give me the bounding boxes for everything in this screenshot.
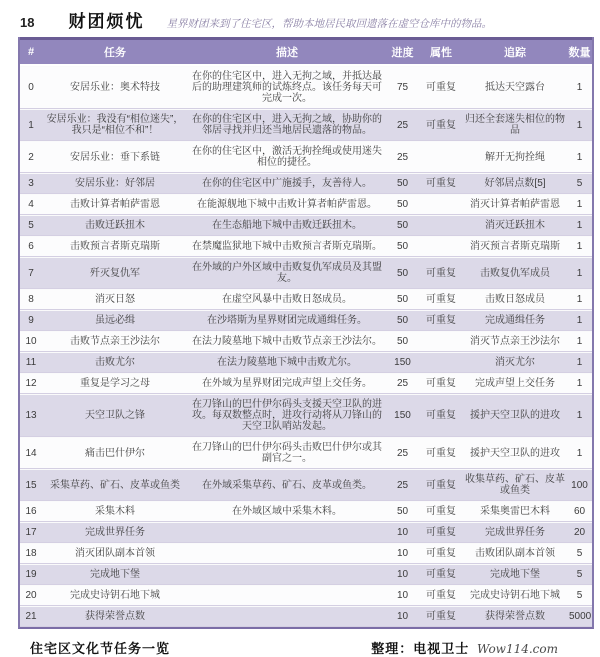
table-row — [20, 437, 592, 469]
cell-progress: 10 — [386, 564, 419, 585]
cell-task: 采集草药、矿石、皮革或鱼类 — [42, 469, 188, 501]
cell-tracking: 击败团队副本首领 — [463, 543, 567, 564]
column-header-task: 任务 — [42, 37, 188, 66]
cell-description: 在你的住宅区中，进入无拘之域，并抵达最后的助理建筑师的试炼终点。该任务每天可完成一次。 — [188, 66, 386, 109]
cell-quantity: 1 — [567, 257, 592, 289]
column-header-index: # — [20, 37, 42, 66]
cell-description: 在虚空风暴中击败日怒成员。 — [188, 289, 386, 310]
cell-quantity: 5000 — [567, 606, 592, 627]
cell-task: 安居乐业：好邻居 — [42, 173, 188, 194]
cell-quantity: 100 — [567, 469, 592, 501]
column-header-quantity: 数量 — [567, 37, 592, 66]
cell-index: 21 — [20, 606, 42, 627]
cell-quantity: 1 — [567, 437, 592, 469]
table-row — [20, 257, 592, 289]
table-row — [20, 543, 592, 564]
cell-attribute: 可重复 — [419, 109, 463, 141]
cell-task: 重复是学习之母 — [42, 373, 188, 394]
cell-quantity: 1 — [567, 141, 592, 173]
footer-credit — [371, 638, 558, 657]
table-row — [20, 141, 592, 173]
cell-task: 采集木料 — [42, 501, 188, 522]
cell-description: 在刀锋山的巴什伊尔码头支援天空卫队的进攻。每双数整点时，进攻行动将从刀锋山的天空卫队哨站发起。 — [188, 394, 386, 437]
cell-attribute: 可重复 — [419, 564, 463, 585]
cell-index: 15 — [20, 469, 42, 501]
cell-quantity: 5 — [567, 585, 592, 606]
cell-progress: 75 — [386, 66, 419, 109]
section-number: 18 — [20, 15, 35, 30]
cell-index: 20 — [20, 585, 42, 606]
table-row — [20, 109, 592, 141]
table-row — [20, 215, 592, 236]
cell-attribute: 可重复 — [419, 173, 463, 194]
cell-quantity: 5 — [567, 564, 592, 585]
table-header — [20, 37, 592, 66]
cell-index: 3 — [20, 173, 42, 194]
cell-tracking: 抵达天空露台 — [463, 66, 567, 109]
cell-progress: 150 — [386, 394, 419, 437]
footer-caption: 住宅区文化节任务一览 — [30, 641, 171, 656]
cell-task: 击败尤尔 — [42, 352, 188, 373]
cell-progress: 50 — [386, 257, 419, 289]
cell-description — [188, 543, 386, 564]
cell-progress: 50 — [386, 310, 419, 331]
cell-attribute — [419, 331, 463, 352]
table-row — [20, 331, 592, 352]
cell-index: 5 — [20, 215, 42, 236]
cell-attribute — [419, 141, 463, 173]
cell-quantity: 1 — [567, 394, 592, 437]
task-table — [18, 37, 594, 629]
cell-task: 虽远必缉 — [42, 310, 188, 331]
cell-index: 16 — [20, 501, 42, 522]
cell-task: 完成世界任务 — [42, 522, 188, 543]
cell-attribute — [419, 215, 463, 236]
cell-task: 消灭团队副本首领 — [42, 543, 188, 564]
cell-progress: 50 — [386, 194, 419, 215]
cell-tracking: 采集奥雷巴木料 — [463, 501, 567, 522]
cell-tracking: 消灭预言者斯克瑞斯 — [463, 236, 567, 257]
cell-attribute: 可重复 — [419, 310, 463, 331]
cell-index: 2 — [20, 141, 42, 173]
cell-description: 在你的住宅区中广施援手，友善待人。 — [188, 173, 386, 194]
cell-progress: 25 — [386, 437, 419, 469]
cell-progress: 50 — [386, 173, 419, 194]
table-row — [20, 194, 592, 215]
credit-label: 整理：电视卫士 — [371, 641, 470, 656]
cell-tracking: 完成世界任务 — [463, 522, 567, 543]
table-row — [20, 289, 592, 310]
cell-tracking: 完成声望上交任务 — [463, 373, 567, 394]
cell-progress: 50 — [386, 236, 419, 257]
cell-tracking: 击败复仇军成员 — [463, 257, 567, 289]
cell-progress: 25 — [386, 469, 419, 501]
cell-description — [188, 522, 386, 543]
page-title: 财团烦忧 — [68, 12, 145, 31]
table-row — [20, 373, 592, 394]
cell-progress: 50 — [386, 289, 419, 310]
cell-quantity: 1 — [567, 289, 592, 310]
cell-task: 完成史诗钥石地下城 — [42, 585, 188, 606]
cell-quantity: 1 — [567, 215, 592, 236]
cell-attribute: 可重复 — [419, 394, 463, 437]
cell-progress: 10 — [386, 522, 419, 543]
cell-task: 安居乐业：垂下系链 — [42, 141, 188, 173]
cell-tracking: 消灭计算者帕萨雷恩 — [463, 194, 567, 215]
cell-index: 11 — [20, 352, 42, 373]
cell-quantity: 1 — [567, 352, 592, 373]
cell-progress: 25 — [386, 109, 419, 141]
cell-index: 12 — [20, 373, 42, 394]
cell-progress: 10 — [386, 606, 419, 627]
cell-index: 18 — [20, 543, 42, 564]
table-row — [20, 310, 592, 331]
cell-description — [188, 564, 386, 585]
cell-index: 7 — [20, 257, 42, 289]
cell-task: 痛击巴什伊尔 — [42, 437, 188, 469]
credit-site: Wow114.com — [476, 642, 558, 656]
cell-progress: 150 — [386, 352, 419, 373]
cell-task: 歼灭复仇军 — [42, 257, 188, 289]
table-row — [20, 394, 592, 437]
cell-tracking: 完成地下堡 — [463, 564, 567, 585]
cell-attribute — [419, 352, 463, 373]
cell-tracking: 完成通缉任务 — [463, 310, 567, 331]
table-row — [20, 66, 592, 109]
cell-index: 19 — [20, 564, 42, 585]
table-row — [20, 173, 592, 194]
cell-index: 9 — [20, 310, 42, 331]
cell-attribute — [419, 194, 463, 215]
table-row — [20, 352, 592, 373]
cell-description: 在生态船地下城中击败迁跃扭木。 — [188, 215, 386, 236]
cell-attribute: 可重复 — [419, 501, 463, 522]
cell-tracking: 归还全套迷失相位的物品 — [463, 109, 567, 141]
cell-tracking: 击败日怒成员 — [463, 289, 567, 310]
cell-quantity: 1 — [567, 194, 592, 215]
table-row — [20, 522, 592, 543]
cell-task: 击败迁跃扭木 — [42, 215, 188, 236]
cell-quantity: 1 — [567, 109, 592, 141]
cell-attribute: 可重复 — [419, 257, 463, 289]
cell-index: 1 — [20, 109, 42, 141]
cell-attribute: 可重复 — [419, 289, 463, 310]
cell-progress: 50 — [386, 215, 419, 236]
cell-description: 在外域的户外区域中击败复仇军成员及其盟友。 — [188, 257, 386, 289]
cell-description: 在法力陵墓地下城中击败尤尔。 — [188, 352, 386, 373]
cell-task: 消灭日怒 — [42, 289, 188, 310]
cell-description: 在刀锋山的巴什伊尔码头击败巴什伊尔或其副官之一。 — [188, 437, 386, 469]
cell-attribute: 可重复 — [419, 585, 463, 606]
task-table-body — [20, 66, 592, 627]
table-row — [20, 606, 592, 627]
table-row — [20, 564, 592, 585]
cell-index: 4 — [20, 194, 42, 215]
cell-task: 安居乐业：我没有“相位迷失”，我只是“相位不和”！ — [42, 109, 188, 141]
cell-tracking: 完成史诗钥石地下城 — [463, 585, 567, 606]
cell-tracking: 援护天空卫队的进攻 — [463, 437, 567, 469]
cell-quantity: 1 — [567, 331, 592, 352]
cell-quantity: 60 — [567, 501, 592, 522]
cell-tracking: 援护天空卫队的进攻 — [463, 394, 567, 437]
cell-description: 在你的住宅区中，激活无拘拴绳或使用迷失相位的捷径。 — [188, 141, 386, 173]
cell-tracking: 收集草药、矿石、皮革或鱼类 — [463, 469, 567, 501]
cell-index: 6 — [20, 236, 42, 257]
cell-tracking: 消灭节点亲王沙法尔 — [463, 331, 567, 352]
cell-attribute: 可重复 — [419, 469, 463, 501]
table-row — [20, 469, 592, 501]
cell-task: 击败计算者帕萨雷恩 — [42, 194, 188, 215]
cell-task: 完成地下堡 — [42, 564, 188, 585]
cell-attribute: 可重复 — [419, 543, 463, 564]
title-bar — [0, 0, 600, 37]
column-header-tracking: 追踪 — [463, 37, 567, 66]
cell-task: 获得荣誉点数 — [42, 606, 188, 627]
column-header-description: 描述 — [188, 37, 386, 66]
cell-quantity: 1 — [567, 236, 592, 257]
page-subtitle: 星界财团来到了住宅区，帮助本地居民取回遗落在虚空仓库中的物品。 — [166, 18, 492, 30]
cell-index: 17 — [20, 522, 42, 543]
cell-attribute: 可重复 — [419, 522, 463, 543]
cell-attribute: 可重复 — [419, 606, 463, 627]
cell-progress: 25 — [386, 373, 419, 394]
column-header-attribute: 属性 — [419, 37, 463, 66]
cell-quantity: 1 — [567, 66, 592, 109]
cell-description: 在你的住宅区中，进入无拘之域，协助你的邻居寻找并归还当地居民遗落的物品。 — [188, 109, 386, 141]
cell-progress: 50 — [386, 501, 419, 522]
cell-description: 在法力陵墓地下城中击败节点亲王沙法尔。 — [188, 331, 386, 352]
cell-index: 14 — [20, 437, 42, 469]
cell-progress: 10 — [386, 585, 419, 606]
table-row — [20, 501, 592, 522]
header-row — [20, 37, 592, 66]
cell-description: 在能源舰地下城中击败计算者帕萨雷恩。 — [188, 194, 386, 215]
column-header-progress: 进度 — [386, 37, 419, 66]
cell-progress: 10 — [386, 543, 419, 564]
cell-quantity: 1 — [567, 373, 592, 394]
cell-description — [188, 606, 386, 627]
cell-index: 13 — [20, 394, 42, 437]
cell-task: 天空卫队之锋 — [42, 394, 188, 437]
cell-index: 8 — [20, 289, 42, 310]
cell-attribute: 可重复 — [419, 373, 463, 394]
cell-attribute: 可重复 — [419, 66, 463, 109]
cell-tracking: 解开无拘拴绳 — [463, 141, 567, 173]
cell-description: 在禁魔监狱地下城中击败预言者斯克瑞斯。 — [188, 236, 386, 257]
cell-description: 在外域为星界财团完成声望上交任务。 — [188, 373, 386, 394]
cell-task: 击败节点亲王沙法尔 — [42, 331, 188, 352]
cell-progress: 50 — [386, 331, 419, 352]
cell-quantity: 5 — [567, 543, 592, 564]
cell-task: 安居乐业：奥术特技 — [42, 66, 188, 109]
footer — [0, 629, 600, 657]
cell-tracking: 好邻居点数[5] — [463, 173, 567, 194]
cell-tracking: 消灭迁跃扭木 — [463, 215, 567, 236]
cell-tracking: 获得荣誉点数 — [463, 606, 567, 627]
cell-attribute — [419, 236, 463, 257]
cell-task: 击败预言者斯克瑞斯 — [42, 236, 188, 257]
table-row — [20, 585, 592, 606]
cell-index: 0 — [20, 66, 42, 109]
cell-quantity: 1 — [567, 310, 592, 331]
cell-description: 在外域采集草药、矿石、皮革或鱼类。 — [188, 469, 386, 501]
table-row — [20, 236, 592, 257]
cell-quantity: 5 — [567, 173, 592, 194]
cell-description: 在外域区域中采集木料。 — [188, 501, 386, 522]
cell-description: 在沙塔斯为星界财团完成通缉任务。 — [188, 310, 386, 331]
cell-quantity: 20 — [567, 522, 592, 543]
cell-description — [188, 585, 386, 606]
cell-attribute: 可重复 — [419, 437, 463, 469]
cell-index: 10 — [20, 331, 42, 352]
cell-tracking: 消灭尤尔 — [463, 352, 567, 373]
cell-progress: 25 — [386, 141, 419, 173]
